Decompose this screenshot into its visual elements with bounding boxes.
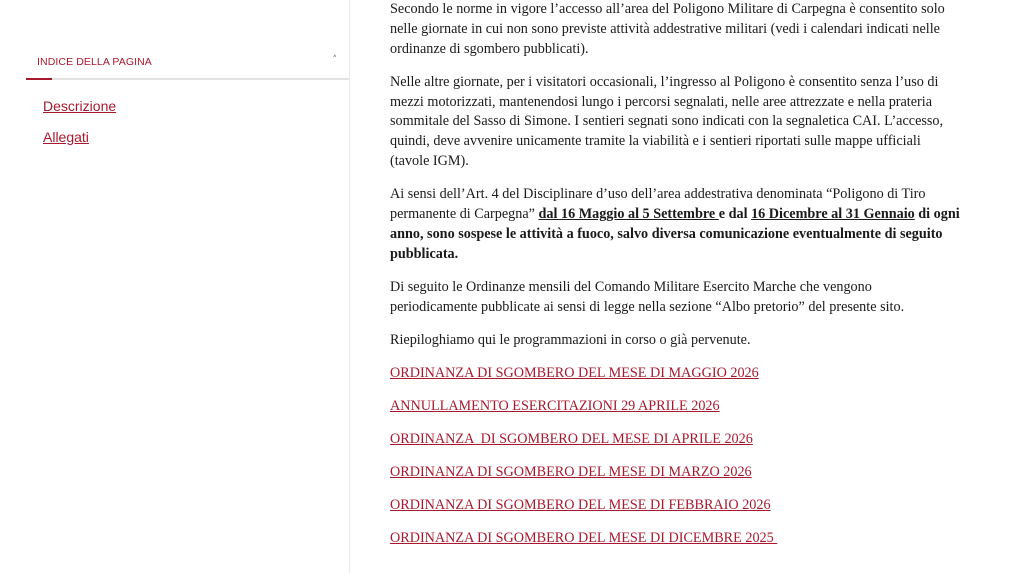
chevron-up-icon[interactable]: ˄ — [332, 55, 337, 65]
paragraph-summary: Riepiloghiamo qui le programmazioni in corso o già pervenute. — [390, 331, 751, 348]
paragraph-visitors: Nelle altre giornate, per i visitatori occasionali, l’ingresso al Poligono è consentito senza l’uso di mezzi motorizzati, mantenendosi lungo i percorsi segnalati, nelle aree attrezzate e nella prateria sommitale del Sasso di Simone. I sentieri segnati sono indicati con la segnaletica CAI. L’accesso, quindi, deve avvenire unicamente tramite la viabilità e i sentieri riportati sulle mappe ufficiali (tavole IGM). — [390, 73, 944, 169]
paragraph-ordinances: Di seguito le Ordinanze mensili del Comando Militare Esercito Marche che vengono periodicamente pubblicate ai sensi di legge nella sezione “Albo pretorio” del presente sito. — [390, 278, 905, 315]
suspension-connector: e dal — [718, 205, 752, 222]
suspension-period-summer: dal 16 Maggio al 5 Settembre — [538, 205, 719, 222]
ordinance-link-dicembre-2025[interactable]: ORDINANZA DI SGOMBERO DEL MESE DI DICEMBRE 2025 — [390, 530, 778, 547]
page-index-item — [43, 129, 116, 160]
page-index-item — [43, 98, 116, 129]
page-index-toggle[interactable] — [26, 46, 349, 80]
ordinance-link-marzo-2026[interactable]: ORDINANZA DI SGOMBERO DEL MESE DI MARZO 2026 — [390, 464, 752, 481]
ordinance-link-annullamento-aprile-2026[interactable]: ANNULLAMENTO ESERCITAZIONI 29 APRILE 2026 — [390, 398, 720, 414]
page-index-link-allegati[interactable]: Allegati — [43, 129, 89, 145]
suspension-intro: Ai sensi dell’Art. 4 del Disciplinare d’uso dell’area addestrativa denominata “Poligono di Tiro permanente di Carpegna” — [390, 186, 926, 222]
page-index-title: INDICE DELLA PAGINA — [37, 56, 152, 68]
ordinance-link-maggio-2026[interactable]: ORDINANZA DI SGOMBERO DEL MESE DI MAGGIO 2026 — [390, 364, 759, 381]
page-index-list — [43, 98, 116, 160]
page-index-link-descrizione[interactable]: Descrizione — [43, 98, 117, 114]
suspension-outro: di ogni anno, sono sospese le attività a fuoco, salvo diversa comunicazione eventualmente di seguito pubblicata. — [390, 205, 960, 262]
ordinance-link-aprile-2026[interactable]: ORDINANZA DI SGOMBERO DEL MESE DI APRILE 2026 — [390, 431, 753, 448]
page-index-sidebar — [0, 0, 350, 573]
ordinance-links — [390, 364, 962, 563]
paragraph-suspension — [390, 185, 962, 264]
ordinance-link-febbraio-2026[interactable]: ORDINANZA DI SGOMBERO DEL MESE DI FEBBRAIO 2026 — [390, 497, 771, 514]
suspension-period-winter: 16 Dicembre al 31 Gennaio — [751, 205, 915, 222]
main-content — [390, 0, 962, 562]
paragraph-access-rules: Secondo le norme in vigore l’accesso all’area del Poligono Militare di Carpegna è consentito solo nelle giornate in cui non sono previste attività addestrative militari (vedi i calendari indicati nelle ordinanze di sgombero pubblicati). — [390, 1, 945, 57]
